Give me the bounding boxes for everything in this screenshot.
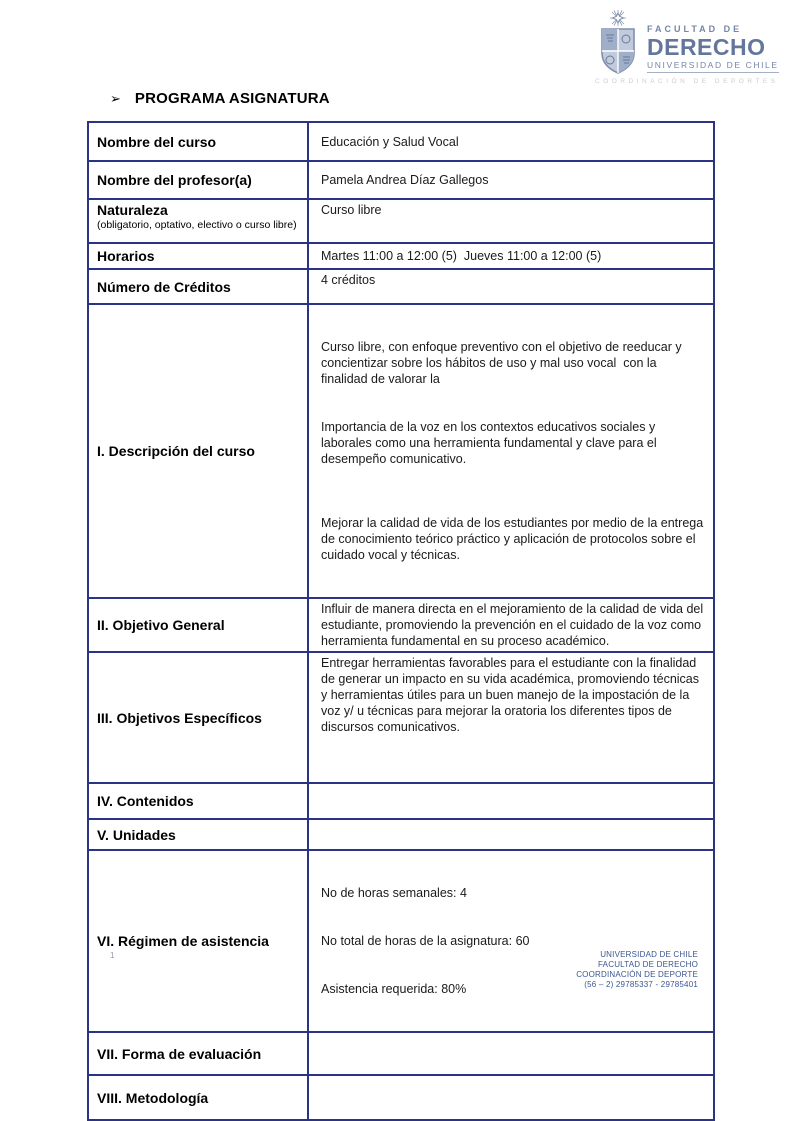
row-label: VII. Forma de evaluación bbox=[88, 1032, 308, 1075]
logo-school-name: DERECHO bbox=[647, 34, 766, 60]
row-label bbox=[88, 199, 308, 243]
description-paragraph-1: Curso libre, con enfoque preventivo con el objetivo de reeducar y concientizar sobre los hábitos de uso y mal uso vocal con la finalidad de valorar la bbox=[321, 340, 686, 386]
university-crest-icon bbox=[595, 10, 641, 76]
row-value: Pamela Andrea Díaz Gallegos bbox=[308, 161, 714, 199]
row-value bbox=[308, 1032, 714, 1075]
attendance-line-3: Asistencia requerida: 80% bbox=[321, 982, 467, 996]
table-row-units bbox=[88, 819, 714, 850]
row-value: Entregar herramientas favorables para el estudiante con la finalidad de generar un impacto en su vida académica, promoviendo técnicas y herramientas útiles para un buen manejo de la impostación de la voz y/ u técnicas para mejorar la oratoria los diferentes tipos de discursos comunicativos. bbox=[308, 652, 714, 783]
table-row-attendance bbox=[88, 850, 714, 1032]
row-value: Curso libre bbox=[308, 199, 714, 243]
row-value bbox=[308, 783, 714, 819]
logo-faculty-line: FACULTAD DE bbox=[647, 24, 743, 34]
arrow-bullet-icon: ➢ bbox=[110, 90, 121, 106]
table-row-nature bbox=[88, 199, 714, 243]
page-title: PROGRAMA ASIGNATURA bbox=[134, 90, 330, 107]
row-value bbox=[308, 850, 714, 1032]
table-row-methodology bbox=[88, 1075, 714, 1120]
table-row-professor-name bbox=[88, 161, 714, 199]
page-number: 1 bbox=[110, 951, 115, 960]
row-label: Nombre del profesor(a) bbox=[88, 161, 308, 199]
table-row-contents bbox=[88, 783, 714, 819]
table-row-evaluation bbox=[88, 1032, 714, 1075]
attendance-line-1: No de horas semanales: 4 bbox=[321, 886, 467, 900]
row-label: V. Unidades bbox=[88, 819, 308, 850]
row-label: III. Objetivos Específicos bbox=[88, 652, 308, 783]
row-label: VIII. Metodología bbox=[88, 1075, 308, 1120]
row-label-sub: (obligatorio, optativo, electivo o curso libre) bbox=[97, 219, 297, 231]
row-value bbox=[308, 304, 714, 598]
row-value: Influir de manera directa en el mejoramiento de la calidad de vida del estudiante, promoviendo la prevención en el cuidado de la voz como herramienta fundamental en su proceso académico. bbox=[308, 598, 714, 652]
description-paragraph-3: Mejorar la calidad de vida de los estudiantes por medio de la entrega de conocimiento teórico práctico y aplicación de protocolos sobre el cuidado vocal y técnicas. bbox=[321, 516, 707, 562]
row-value: Educación y Salud Vocal bbox=[308, 122, 714, 161]
attendance-line-2: No total de horas de la asignatura: 60 bbox=[321, 934, 530, 948]
row-label: Horarios bbox=[88, 243, 308, 269]
row-value: 4 créditos bbox=[308, 269, 714, 304]
table-row-course-name bbox=[88, 122, 714, 161]
table-row-specific-objectives bbox=[88, 652, 714, 783]
row-label-main: Naturaleza bbox=[97, 202, 168, 218]
row-label: IV. Contenidos bbox=[88, 783, 308, 819]
row-label: I. Descripción del curso bbox=[88, 304, 308, 598]
document-title bbox=[110, 90, 330, 107]
table-row-general-objective bbox=[88, 598, 714, 652]
row-value bbox=[308, 819, 714, 850]
logo-caption: COORDINACIÓN DE DEPORTES bbox=[595, 78, 779, 85]
row-label: Nombre del curso bbox=[88, 122, 308, 161]
university-logo bbox=[595, 10, 777, 85]
row-label: Número de Créditos bbox=[88, 269, 308, 304]
row-label: VI. Régimen de asistencia bbox=[88, 850, 308, 1032]
footer-contact-block bbox=[576, 950, 698, 990]
footer-line-university: UNIVERSIDAD DE CHILE bbox=[600, 950, 698, 959]
description-paragraph-2: Importancia de la voz en los contextos educativos sociales y laborales como una herramienta fundamental y clave para el desempeño comunicativo. bbox=[321, 420, 661, 466]
footer-line-phones: (56 – 2) 29785337 - 29785401 bbox=[584, 980, 698, 989]
footer-line-faculty: FACULTAD DE DERECHO bbox=[598, 960, 698, 969]
logo-university-name: UNIVERSIDAD DE CHILE bbox=[647, 60, 779, 73]
table-row-credits bbox=[88, 269, 714, 304]
row-value: Martes 11:00 a 12:00 (5) Jueves 11:00 a 12:00 (5) bbox=[308, 243, 714, 269]
table-row-schedule bbox=[88, 243, 714, 269]
row-label: II. Objetivo General bbox=[88, 598, 308, 652]
row-value bbox=[308, 1075, 714, 1120]
table-row-description bbox=[88, 304, 714, 598]
footer-line-coordination: COORDINACIÓN DE DEPORTE bbox=[576, 970, 698, 979]
